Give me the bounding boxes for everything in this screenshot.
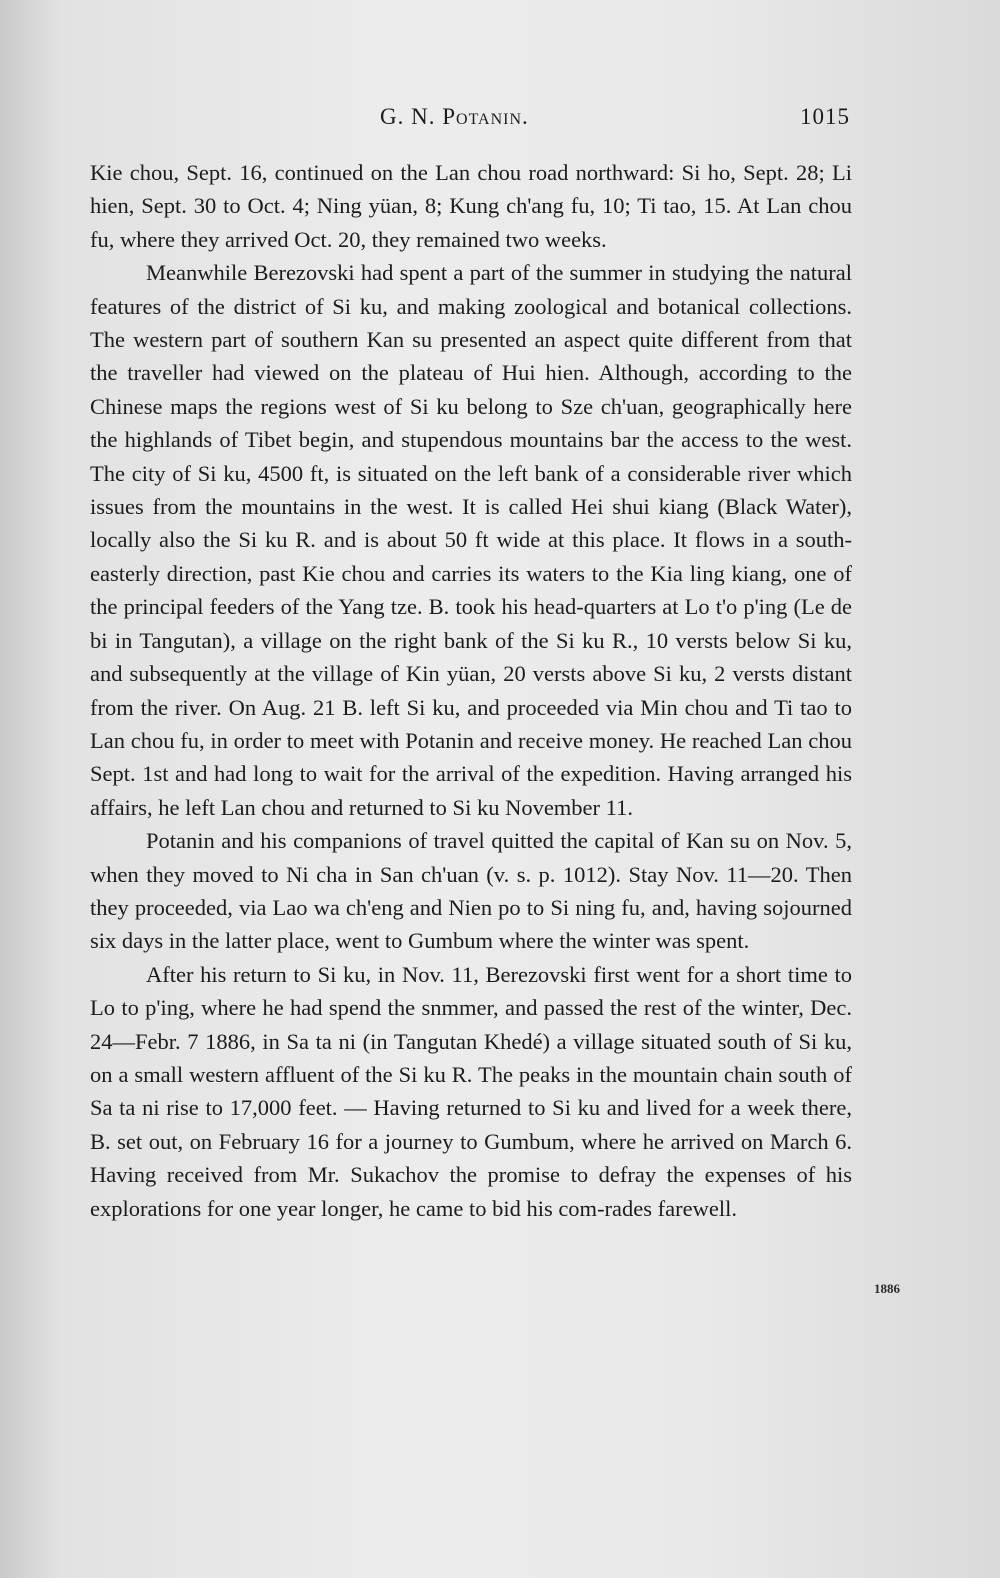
running-head	[90, 104, 850, 136]
paragraph: Meanwhile Berezovski had spent a part of the summer in studying the natural features of the district of Si ku, and making zoological and botanical collections. The western part of southern Kan su presented an aspect quite different from that the traveller had viewed on the plateau of Hui hien. Although, according to the Chinese maps the regions west of Si ku belong to Sze ch'uan, geographically here the highlands of Tibet begin, and stupendous mountains bar the access to the west. The city of Si ku, 4500 ft, is situated on the left bank of a considerable river which issues from the mountains in the west. It is called Hei shui kiang (Black Water), locally also the Si ku R. and is about 50 ft wide at this place. It flows in a south-easterly direction, past Kie chou and carries its waters to the Kia ling kiang, one of the principal feeders of the Yang tze. B. took his head-quarters at Lo t'o p'ing (Le de bi in Tangutan), a village on the right bank of the Si ku R., 10 versts below Si ku, and subsequently at the village of Kin yüan, 20 versts above Si ku, 2 versts distant from the river. On Aug. 21 B. left Si ku, and proceeded via Min chou and Ti tao to Lan chou fu, in order to meet with Potanin and receive money. He reached Lan chou Sept. 1st and had long to wait for the arrival of the expedition. Having arranged his affairs, he left Lan chou and returned to Si ku November 11.	[90, 260, 852, 820]
paragraph: After his return to Si ku, in Nov. 11, Berezovski first went for a short time to Lo to p'ing, where he had spend the snmmer, and passed the rest of the winter, Dec. 24—Febr. 7 1886, in Sa ta ni (in Tangutan Khedé) a village situated south of Si ku, on a small western affluent of the Si ku R. The peaks in the mountain chain south of Sa ta ni rise to 17,000 feet. — Having returned to Si ku and lived for a week there, B. set out, on February 16 for a journey to Gumbum, where he arrived on March 6. Having received from Mr. Sukachov the promise to defray the expenses of his explorations for one year longer, he came to bid his com-rades farewell.	[90, 961, 852, 1221]
page-number: 1015	[800, 104, 850, 129]
body-text	[90, 156, 852, 1225]
paragraph: Potanin and his companions of travel quitted the capital of Kan su on Nov. 5, when they moved to Ni cha in San ch'uan (v. s. p. 1012). Stay Nov. 11—20. Then they proceeded, via Lao wa ch'eng and Nien po to Si ning fu, and, having sojourned six days in the latter place, went to Gumbum where the winter was spent.	[90, 828, 852, 954]
margin-year-note: 1886	[874, 1281, 900, 1296]
running-title: G. N. Potanin.	[380, 104, 529, 129]
paragraph: Kie chou, Sept. 16, continued on the Lan chou road northward: Si ho, Sept. 28; Li hien, Sept. 30 to Oct. 4; Ning yüan, 8; Kung ch'ang fu, 10; Ti tao, 15. At Lan chou fu, where they arrived Oct. 20, they remained two weeks.	[90, 160, 852, 252]
